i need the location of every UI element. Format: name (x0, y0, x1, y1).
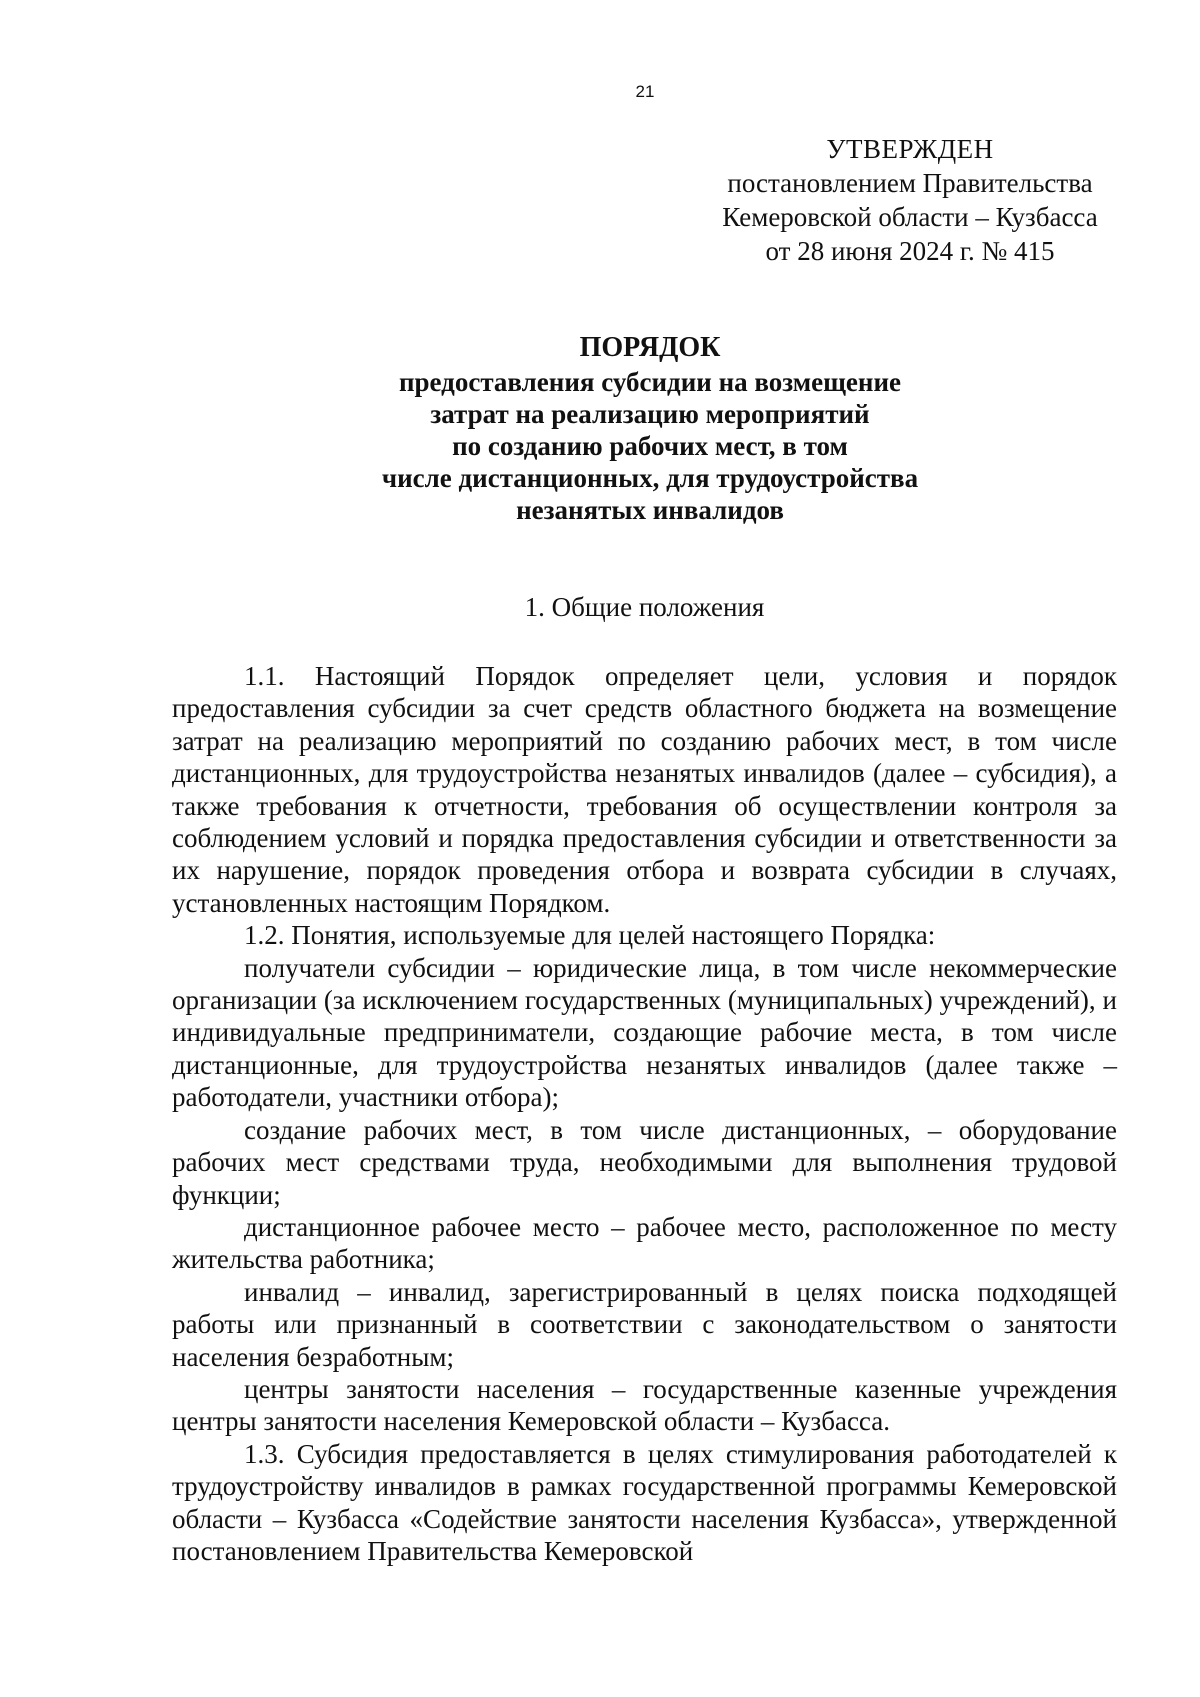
document-title (200, 332, 1100, 526)
paragraph: инвалид – инвалид, зарегистрированный в целях поиска подходящей работы или признанный в соответствии с законодательством о занятости населения безработным; (172, 1276, 1117, 1372)
document-title-line-1: предоставления субсидии на возмещение (398, 367, 902, 397)
document-title-line-4: числе дистанционных, для трудоустройства (381, 463, 919, 493)
paragraph: получатели субсидии – юридические лица, в том числе некоммерческие организации (за исключением государственных (муниципальных) учреждений), и индивидуальные предприниматели, создающие рабочие места, в том числе дистанционные, для трудоустройства незанятых инвалидов (далее также – работодатели, участники отбора); (172, 952, 1117, 1113)
document-title-line-3: по созданию рабочих мест, в том (452, 431, 848, 461)
approval-stamp-block (690, 132, 1130, 268)
paragraph: 1.1. Настоящий Порядок определяет цели, условия и порядок предоставления субсидии за счет средств областного бюджета на возмещение затрат на реализацию мероприятий по созданию рабочих мест, в том числе дистанционных, для трудоустройства незанятых инвалидов (далее – субсидия), а также требования к отчетности, требования об осуществлении контроля за соблюдением условий и порядка предоставления субсидии и ответственности за их нарушение, порядок проведения отбора и возврата субсидии в случаях, установленных настоящим Порядком. (172, 661, 1117, 918)
paragraph: 1.3. Субсидия предоставляется в целях стимулирования работодателей к трудоустройству инвалидов в рамках государственной программы Кемеровской области – Кузбасса «Содействие занятости населения Кузбасса», утвержденной постановлением Правительства Кемеровской (172, 1438, 1117, 1566)
paragraph: дистанционное рабочее место – рабочее место, расположенное по месту жительства работника; (172, 1211, 1117, 1275)
document-title-main: ПОРЯДОК (579, 332, 721, 363)
document-body (172, 660, 1117, 1567)
paragraph: 1.2. Понятия, используемые для целей настоящего Порядка: (244, 920, 936, 951)
approval-line-2: Кемеровской области – Кузбасса (722, 202, 1098, 232)
approval-line-3: от 28 июня 2024 г. № 415 (765, 236, 1055, 266)
document-title-line-5: незанятых инвалидов (516, 495, 784, 525)
document-title-line-2: затрат на реализацию мероприятий (430, 399, 870, 429)
section-heading: 1. Общие положения (524, 592, 765, 622)
approval-line-1: постановлением Правительства (727, 168, 1093, 198)
paragraph: создание рабочих мест, в том числе дистанционных, – оборудование рабочих мест средствами труда, необходимыми для выполнения трудовой функции; (172, 1114, 1117, 1210)
page-number: 21 (635, 82, 655, 101)
approval-title: УТВЕРЖДЕН (826, 134, 994, 164)
paragraph: центры занятости населения – государственные казенные учреждения центры занятости населения Кемеровской области – Кузбасса. (172, 1373, 1117, 1437)
